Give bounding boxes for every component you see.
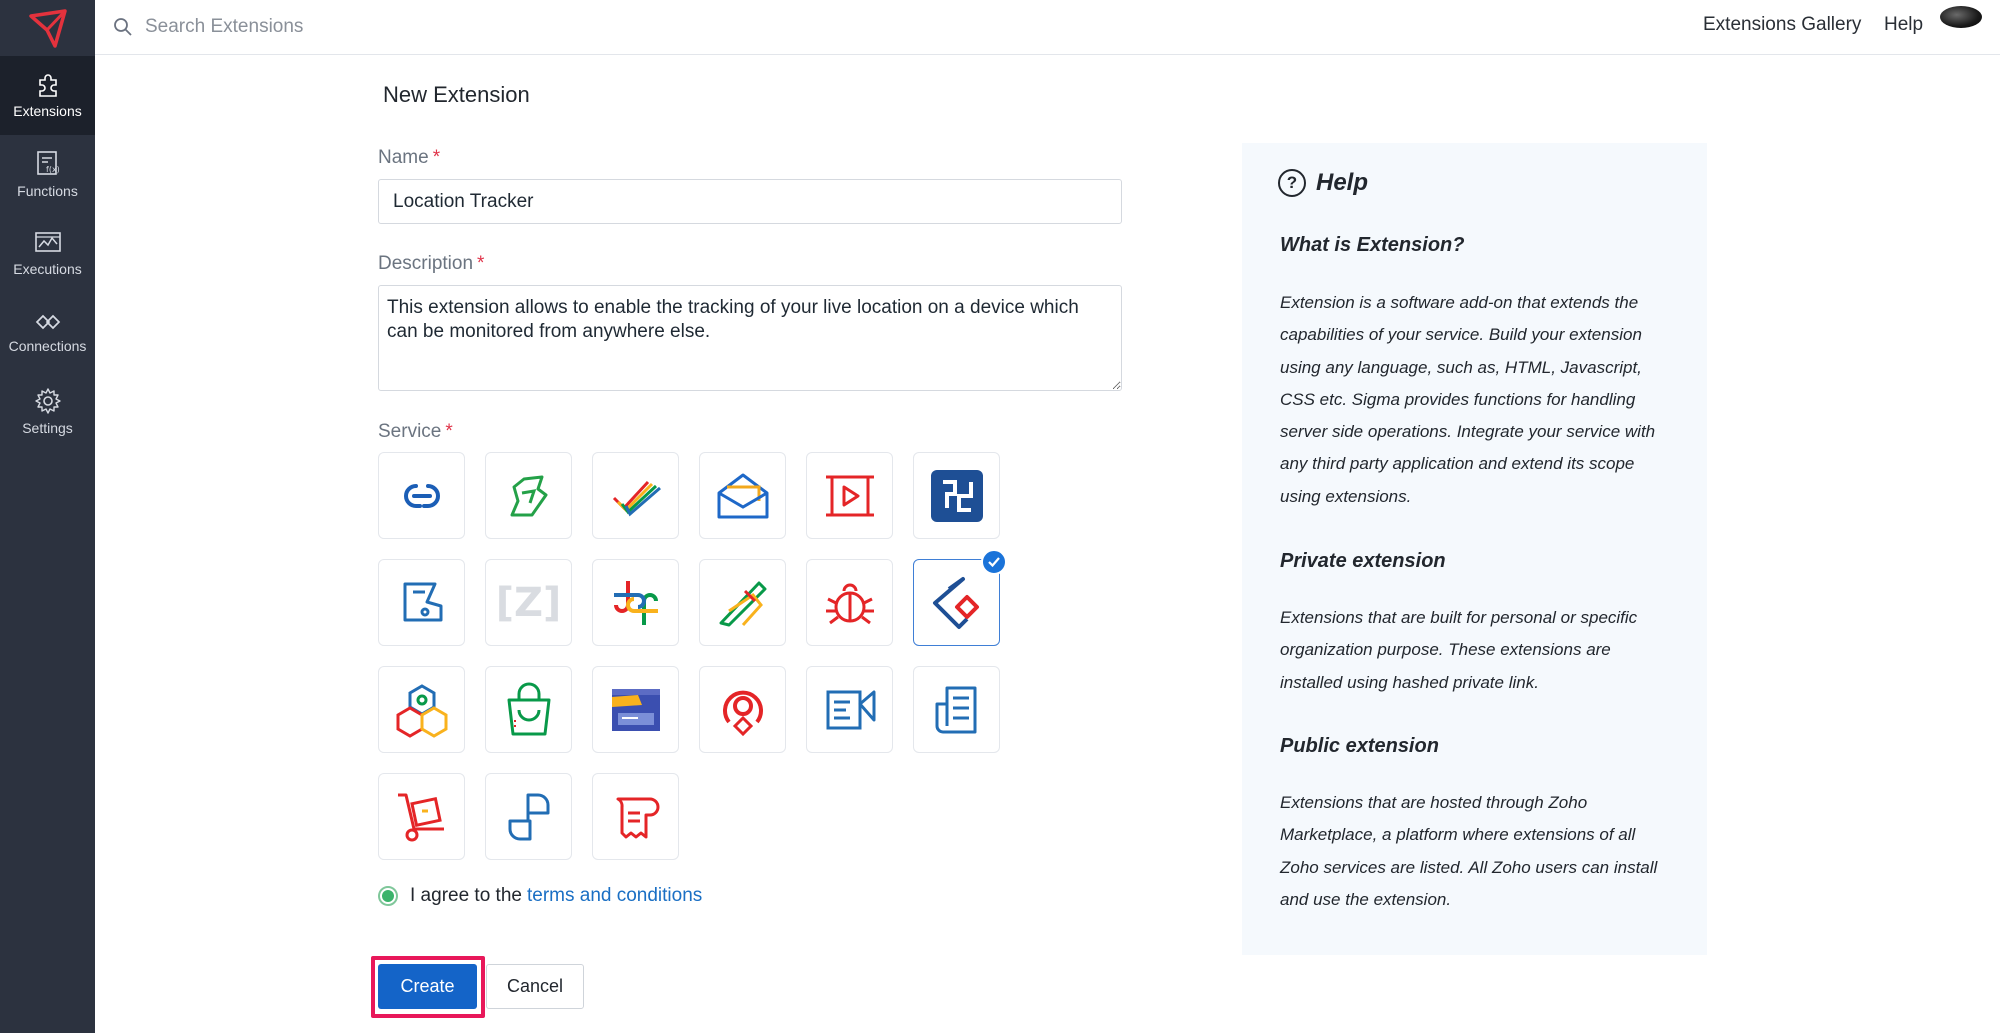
receipt-scroll-icon [608,789,664,845]
function-icon [35,150,61,178]
puzzle-icon [35,72,61,98]
name-input[interactable] [378,179,1122,224]
service-tile-bugtracker[interactable] [806,559,893,646]
service-tile-survey[interactable] [806,666,893,753]
app-logo[interactable] [0,0,95,56]
green-diagonal-icon [504,469,554,523]
question-circle-icon: ? [1278,169,1306,197]
service-tile-connect[interactable] [378,452,465,539]
required-mark: * [432,147,441,168]
avatar[interactable] [1940,6,1982,28]
shopping-bag-icon [501,682,557,738]
sidebar-item-label: Connections [8,338,87,354]
document-stack-icon [929,682,985,738]
name-label [378,147,440,169]
executions-icon [34,230,62,256]
document-send-icon [822,682,878,738]
search-icon [113,17,133,37]
service-tile-invoice[interactable] [592,773,679,860]
sidebar [0,0,95,1033]
agree-radio[interactable] [378,886,398,906]
search-box [113,12,613,42]
location-pin-icon [715,682,771,738]
video-play-icon [822,471,878,521]
help-title [1278,169,1368,197]
sidebar-item-connections[interactable] [0,293,95,372]
gear-icon [34,387,62,415]
multicolor-check-icon [608,474,664,518]
paper-plane-logo-icon [27,8,69,48]
connections-icon [34,311,62,333]
s-shape-icon [504,789,554,845]
create-button[interactable]: Create [378,964,477,1009]
service-tile-sites[interactable] [592,666,679,753]
service-label-text: Service [378,421,442,442]
agree-text: I agree to the [410,885,522,906]
sidebar-item-executions[interactable] [0,214,95,293]
service-tile-people[interactable] [913,452,1000,539]
help-link[interactable]: Help [1884,14,1924,35]
description-textarea[interactable] [378,285,1122,391]
service-tile-cliq[interactable] [592,559,679,646]
hash-multicolor-icon [608,575,664,631]
sidebar-item-extensions[interactable] [0,56,95,135]
help-heading-private: Private extension [1280,550,1446,572]
service-tile-commerce[interactable] [485,666,572,753]
service-tile-writer[interactable] [913,666,1000,753]
service-label [378,421,453,443]
envelope-icon [715,471,771,521]
help-panel [1242,143,1707,955]
b-shape-icon [397,578,447,628]
z-glyph-icon: [Z] [495,579,562,626]
help-heading-what-is: What is Extension? [1280,234,1465,256]
required-mark: * [477,253,485,274]
service-tile-bookings[interactable] [378,559,465,646]
help-heading-public: Public extension [1280,735,1439,757]
pen-sign-icon [715,575,771,631]
sidebar-item-settings[interactable] [0,372,95,451]
browser-window-icon [608,685,664,735]
diamond-logo-icon [929,575,985,631]
sidebar-item-label: Settings [22,420,73,436]
service-tile-show[interactable] [806,452,893,539]
service-tile-lens[interactable] [699,666,786,753]
service-tile-tasks[interactable] [592,452,679,539]
square-logo-icon [929,468,985,524]
service-tile-mail[interactable] [699,452,786,539]
extensions-gallery-link[interactable]: Extensions Gallery [1703,14,1862,35]
cancel-button[interactable]: Cancel [486,964,584,1009]
svg-text:f(x): f(x) [45,165,60,174]
service-tile-sheet[interactable] [485,452,572,539]
sidebar-item-label: Extensions [13,103,82,119]
search-input[interactable] [145,16,585,38]
help-body-public: Extensions that are hosted through Zoho Marketplace, a platform where extensions of all Zoho services are listed. All Zoho users can install and use the extension. [1280,793,1658,909]
service-tile-desk[interactable] [485,773,572,860]
service-tile-inventory[interactable] [378,773,465,860]
top-bar [95,0,2000,55]
description-label-text: Description [378,253,474,274]
hexagon-cluster-icon [394,682,450,738]
sidebar-item-label: Functions [17,183,78,199]
page-title: New Extension [383,82,530,107]
service-tile-creator-selected[interactable] [913,559,1000,646]
help-body-private: Extensions that are built for personal or specific organization purpose. These extensions are installed using hashed private link. [1280,608,1638,692]
description-label [378,253,484,275]
name-label-text: Name [378,147,429,168]
sidebar-item-label: Executions [13,261,82,277]
service-tile-z[interactable] [485,559,572,646]
bug-icon [822,575,878,631]
terms-link[interactable]: terms and conditions [526,885,703,906]
hand-truck-icon [394,789,450,845]
help-title-text: Help [1316,169,1369,196]
service-tile-sign[interactable] [699,559,786,646]
selected-check-icon [981,549,1007,575]
sidebar-item-functions[interactable] [0,135,95,214]
help-body-what-is: Extension is a software add-on that extends the capabilities of your service. Build your extension using any language, such as, HTML, Javascript, CSS etc. Sigma provides functions for handling server side operations. Integrate your service with any third party application and extend its scope using extensions. [1280,293,1656,506]
required-mark: * [445,421,453,442]
terms-agreement [378,885,702,907]
service-tile-analytics[interactable] [378,666,465,753]
links-icon [394,476,450,516]
